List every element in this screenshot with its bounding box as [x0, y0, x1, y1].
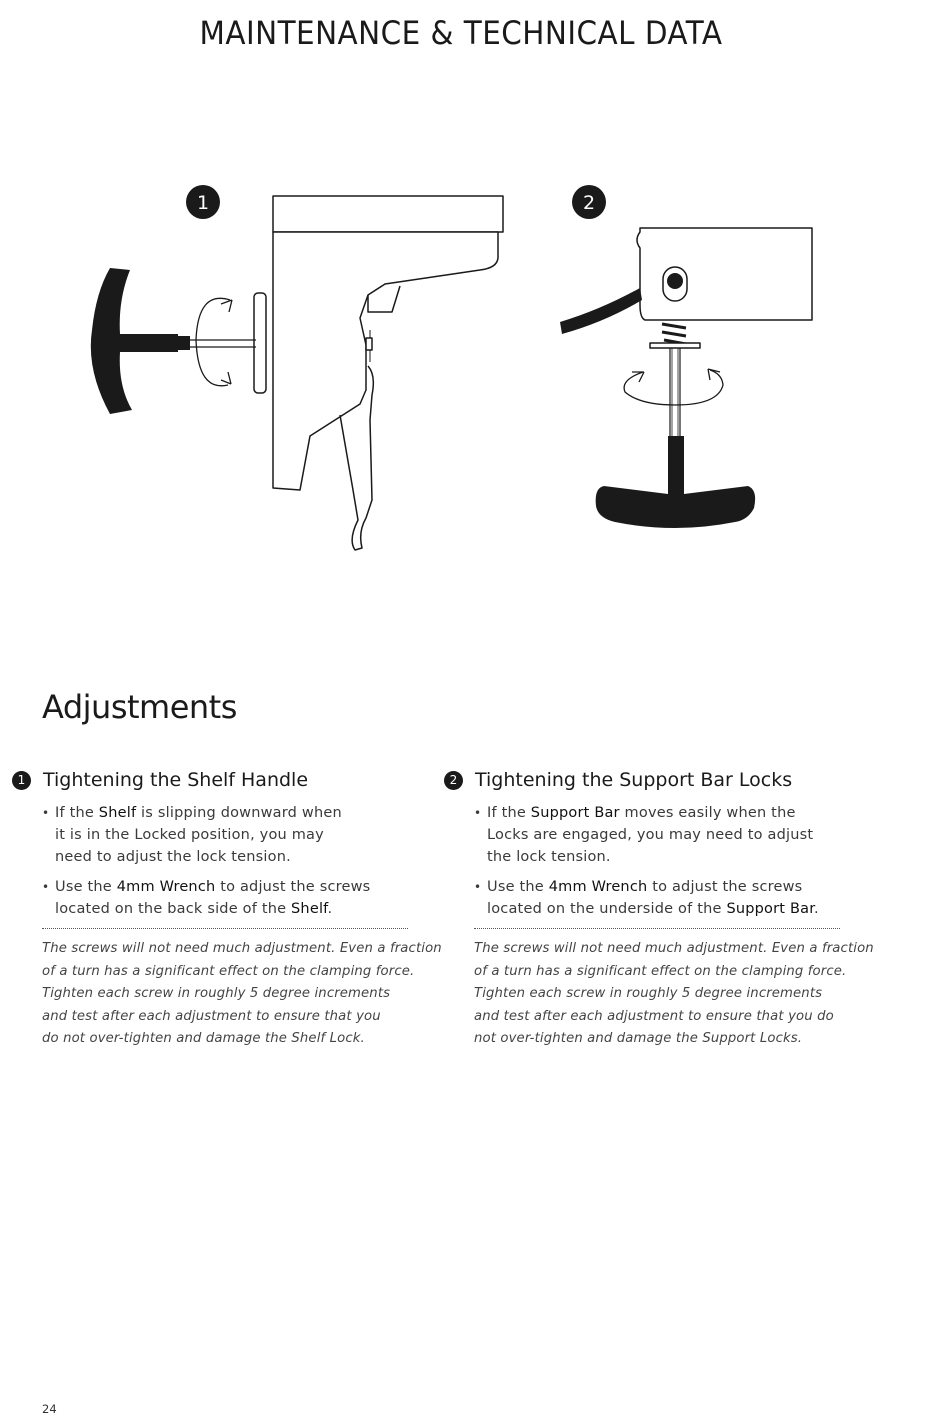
list-item: • If the Support Bar moves easily when the Locks are engaged, you may need to adjust the lock tension.: [474, 802, 844, 868]
step-number-badge: 2: [444, 771, 463, 790]
list-item: • Use the 4mm Wrench to adjust the screws located on the back side of the Shelf.: [42, 876, 412, 920]
adjustment-illustration: [0, 170, 950, 560]
step-2-badge: [572, 185, 606, 219]
page-title: MAINTENANCE & TECHNICAL DATA: [199, 14, 723, 52]
list-item: • Use the 4mm Wrench to adjust the screws located on the underside of the Support Bar.: [474, 876, 844, 920]
section-title: Adjustments: [42, 688, 237, 726]
step-1-bullets: [42, 802, 412, 920]
step-2-column: [444, 766, 874, 1051]
step-1-column: [12, 766, 442, 1051]
step-title: Tightening the Shelf Handle: [43, 769, 309, 791]
svg-text:2: 2: [582, 192, 596, 214]
step-1-heading: [12, 766, 412, 794]
step-2-heading: [444, 766, 844, 794]
dotted-divider: [474, 928, 840, 929]
list-item: • If the Shelf is slipping downward when it is in the Locked position, you may need to adjust the lock tension.: [42, 802, 412, 868]
step-number-badge: 1: [12, 771, 31, 790]
support-bar-figure: [624, 228, 812, 440]
step-2-note: The screws will not need much adjustment. Even a fraction of a turn has a significant effect on the clamping force. Tighten each screw in roughly 5 degree increments and test after each adjustment to ensure that you do not over-tighten and damage the Support Locks.: [474, 941, 874, 1046]
t-handle-icon: [596, 436, 755, 528]
shelf-handle-figure: [178, 196, 503, 550]
svg-text:1: 1: [196, 192, 210, 214]
step-2-bullets: [474, 802, 844, 920]
dotted-divider: [42, 928, 408, 929]
step-1-note: The screws will not need much adjustment. Even a fraction of a turn has a significant effect on the clamping force. Tighten each screw in roughly 5 degree increments and test after each adjustment to ensure that you do not over-tighten and damage the Shelf Lock.: [42, 941, 442, 1046]
step-title: Tightening the Support Bar Locks: [475, 769, 793, 791]
step-1-badge: [186, 185, 220, 219]
t-handle-icon: [91, 268, 178, 414]
page-number: 24: [42, 1402, 57, 1416]
